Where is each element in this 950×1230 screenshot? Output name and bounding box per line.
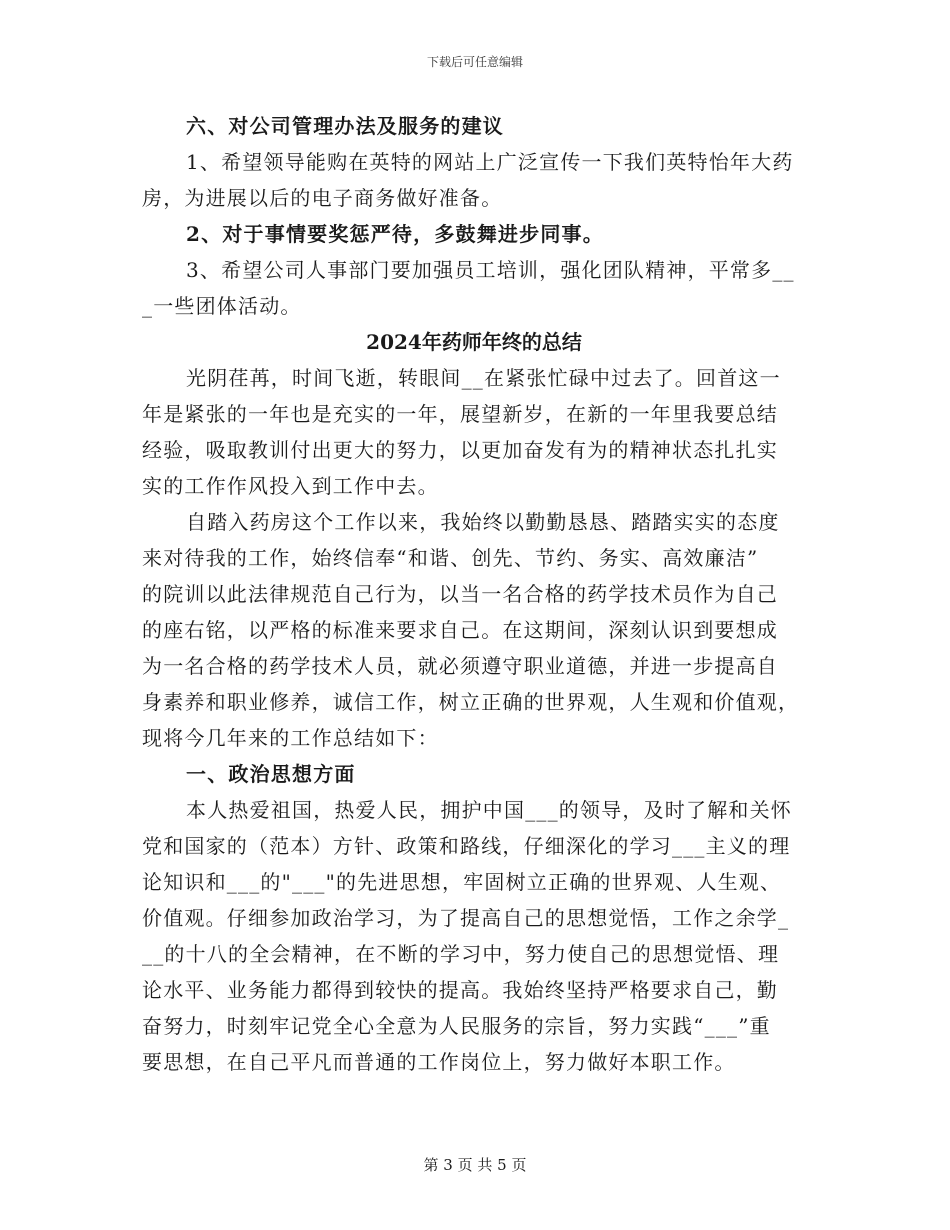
section-heading-political: 一、政治思想方面 xyxy=(186,762,356,786)
document-body xyxy=(142,108,806,1080)
paragraph-3-line: 奋努力，时刻牢记党全心全意为人民服务的宗旨，努力实践“___”重 xyxy=(142,1014,771,1038)
suggestion-3-line-1: 3、希望公司人事部门要加强员工培训，强化团队精神，平常多__ xyxy=(186,258,795,282)
paragraph-3-line: __的十八的全会精神，在不断的学习中，努力使自己的思想觉悟、理 xyxy=(142,942,780,966)
paragraph-2-line: 的座右铭，以严格的标准来要求自己。在这期间，深刻认识到要想成 xyxy=(142,618,778,642)
paragraph-1-line: 实的工作作风投入到工作中去。 xyxy=(142,474,439,498)
paragraph-2-line: 来对待我的工作，始终信奉“和谐、创先、节约、务实、高效廉洁” xyxy=(142,546,759,570)
paragraph-2-line: 自踏入药房这个工作以来，我始终以勤勤恳恳、踏踏实实的态度 xyxy=(186,510,780,534)
suggestion-2: 2、对于事情要奖惩严待，多鼓舞进步同事。 xyxy=(186,222,604,246)
paragraph-1-line: 年是紧张的一年也是充实的一年，展望新岁，在新的一年里我要总结 xyxy=(142,402,778,426)
paragraph-3-line: 党和国家的（范本）方针、政策和路线，仔细深化的学习___主义的理 xyxy=(142,834,791,858)
paragraph-3-line: 本人热爱祖国，热爱人民，拥护中国___的领导，及时了解和关怀 xyxy=(186,798,792,822)
paragraph-2-line: 为一名合格的药学技术人员，就必须遵守职业道德，并进一步提高自 xyxy=(142,654,778,678)
paragraph-1-line: 光阴荏苒，时间飞逝，转眼间__在紧张忙碌中过去了。回首这一 xyxy=(186,366,781,390)
page-number: 第 3 页 共 5 页 xyxy=(423,1156,527,1174)
paragraph-2-line: 身素养和职业修养，诚信工作，树立正确的世界观，人生观和价值观， xyxy=(142,690,800,714)
paragraph-3-line: 价值观。仔细参加政治学习，为了提高自己的思想觉悟，工作之余学_ xyxy=(142,906,790,930)
page-header: 下载后可任意编辑 xyxy=(426,55,523,69)
paragraph-2-line: 的院训以此法律规范自己行为，以当一名合格的药学技术员作为自己 xyxy=(142,582,778,606)
paragraph-1-line: 经验，吸取教训付出更大的努力，以更加奋发有为的精神状态扎扎实 xyxy=(142,438,778,462)
paragraph-3-line: 论水平、业务能力都得到较快的提高。我始终坚持严格要求自己，勤 xyxy=(142,978,778,1002)
section-heading-suggestions: 六、对公司管理办法及服务的建议 xyxy=(186,114,504,138)
suggestion-1-line-2: 房，为进展以后的电子商务做好准备。 xyxy=(142,186,503,210)
paragraph-3-line: 论知识和___的"___"的先进思想，牢固树立正确的世界观、人生观、 xyxy=(142,870,782,894)
paragraph-3-line: 要思想，在自己平凡而普通的工作岗位上，努力做好本职工作。 xyxy=(142,1050,736,1074)
article-title: 2024年药师年终的总结 xyxy=(366,330,582,354)
suggestion-3-line-2: _一些团体活动。 xyxy=(142,294,302,318)
suggestion-1-line-1: 1、希望领导能购在英特的网站上广泛宣传一下我们英特怡年大药 xyxy=(186,150,794,174)
paragraph-2-line: 现将今几年来的工作总结如下： xyxy=(142,726,439,750)
